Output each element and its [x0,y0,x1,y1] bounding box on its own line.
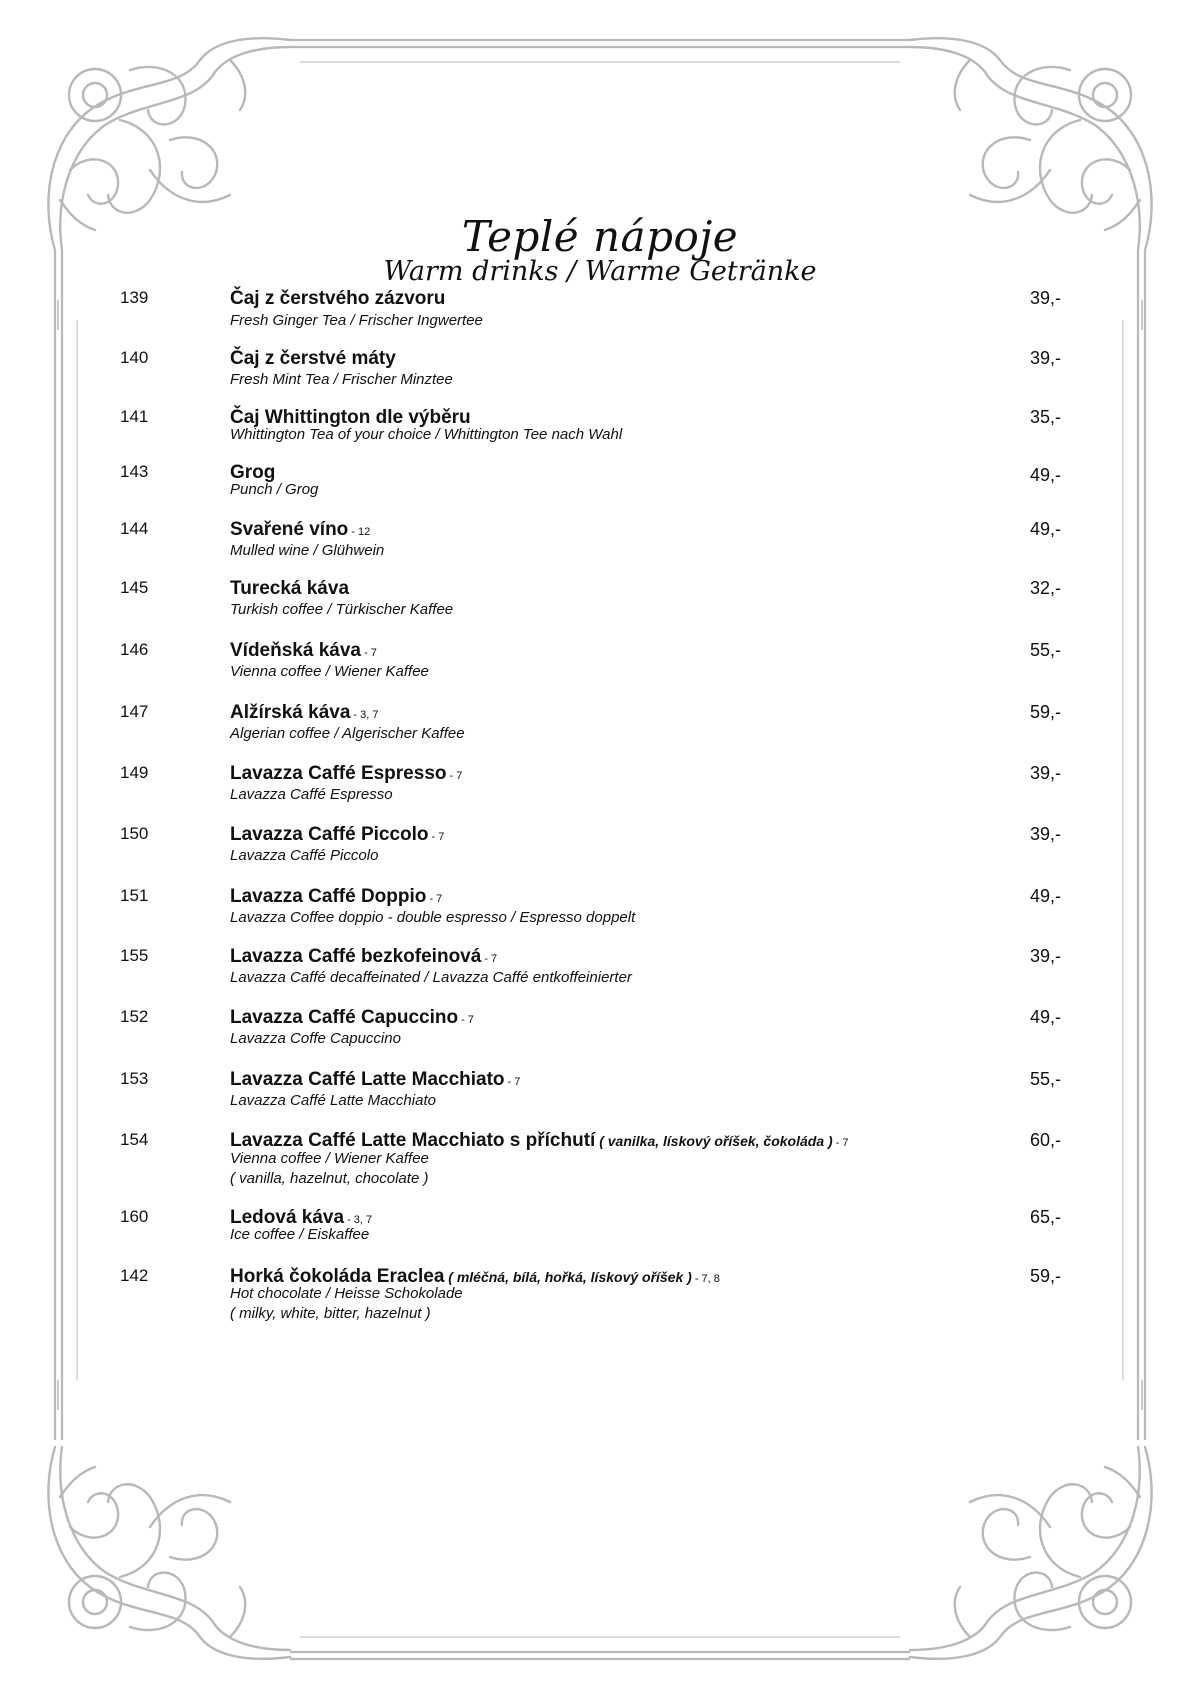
item-number: 150 [120,824,149,843]
item-name-text: Grog [230,462,276,483]
item-number: 141 [120,407,149,426]
item-price: 65,- [1030,1207,1062,1227]
item-name-text: Lavazza Caffé Doppio [230,886,427,907]
item-number: 140 [120,348,149,367]
item-number: 139 [120,288,149,307]
item-allergens: - 7 [507,1076,521,1088]
item-number: 155 [120,946,149,965]
item-flavours: ( mléčná, bílá, hořká, lískový oříšek ) [444,1269,692,1285]
item-description-extra: ( vanilla, hazelnut, chocolate ) [230,1170,429,1187]
item-name-text: Čaj Whittington dle výběru [230,407,471,428]
item-number: 152 [120,1007,149,1026]
item-name [230,1130,849,1152]
item-description: Algerian coffee / Algerischer Kaffee [230,725,465,742]
item-allergens: - 3, 7 [347,1214,373,1226]
item-name-text: Lavazza Caffé Espresso [230,763,447,784]
item-price: 49,- [1030,886,1062,906]
page-title: Teplé nápoje [461,212,739,261]
item-name-text: Svařené víno [230,519,349,540]
item-description: Hot chocolate / Heisse Schokolade [230,1285,463,1302]
item-name-text: Lavazza Caffé Latte Macchiato [230,1069,505,1090]
item-number: 144 [120,519,149,538]
item-name-text: Čaj z čerstvé máty [230,348,396,369]
item-number: 147 [120,702,149,721]
item-number: 154 [120,1130,149,1149]
item-name [230,886,442,908]
item-name [230,578,349,600]
item-name-text: Vídeňská káva [230,640,361,661]
item-name [230,946,497,968]
item-price: 39,- [1030,288,1062,308]
item-allergens: - 7 [484,953,498,965]
item-name-text: Turecká káva [230,578,350,599]
item-name [230,640,377,662]
item-allergens: - 3, 7 [353,709,379,721]
item-price: 39,- [1030,763,1062,783]
item-price: 55,- [1030,640,1062,660]
item-name-text: Čaj z čerstvého zázvoru [230,288,446,309]
item-price: 59,- [1030,702,1062,722]
item-description: Mulled wine / Glühwein [230,542,385,559]
item-number: 153 [120,1069,149,1088]
item-description: Lavazza Coffee doppio - double espresso / Espresso doppelt [230,909,636,926]
item-name-text: Alžírská káva [230,702,351,723]
item-price: 39,- [1030,348,1062,368]
item-allergens: - 7 [449,770,463,782]
item-allergens: - 7 [835,1137,849,1149]
item-price: 39,- [1030,946,1062,966]
item-description: Lavazza Caffé Latte Macchiato [230,1092,436,1109]
item-description: Whittington Tea of your choice / Whittington Tee nach Wahl [230,426,623,443]
item-name [230,763,462,785]
item-description: Vienna coffee / Wiener Kaffee [230,1150,429,1167]
item-price: 49,- [1030,1007,1062,1027]
item-number: 151 [120,886,149,905]
item-number: 149 [120,763,149,782]
item-name [230,702,379,724]
item-allergens: - 7, 8 [694,1273,720,1285]
item-price: 32,- [1030,578,1062,598]
item-description-extra: ( milky, white, bitter, hazelnut ) [230,1305,431,1322]
item-number: 142 [120,1266,149,1285]
item-description: Lavazza Coffe Capuccino [230,1030,401,1047]
item-name [230,1007,474,1029]
item-name [230,824,444,846]
item-allergens: - 12 [351,526,371,538]
item-name-text: Lavazza Caffé bezkofeinová [230,946,482,967]
item-description: Lavazza Caffé Piccolo [230,847,379,864]
item-price: 39,- [1030,824,1062,844]
item-allergens: - 7 [429,893,443,905]
item-allergens: - 7 [461,1014,474,1026]
item-description: Lavazza Caffé decaffeinated / Lavazza Caffé entkoffeinierter [230,969,632,986]
item-number: 143 [120,462,149,481]
item-name-text: Ledová káva [230,1207,345,1228]
item-name [230,1069,520,1091]
item-price: 55,- [1030,1069,1062,1089]
item-allergens: - 7 [363,647,377,659]
item-allergens: - 7 [431,831,445,843]
item-name-text: Lavazza Caffé Piccolo [230,824,429,845]
item-price: 59,- [1030,1266,1062,1286]
item-price: 35,- [1030,407,1062,427]
item-description: Turkish coffee / Türkischer Kaffee [230,601,454,618]
item-description: Punch / Grog [230,481,319,498]
item-name [230,348,396,370]
item-flavours: ( vanilka, lískový oříšek, čokoláda ) [595,1133,833,1149]
item-description: Fresh Mint Tea / Frischer Minztee [230,371,453,388]
item-description: Fresh Ginger Tea / Frischer Ingwertee [230,312,483,329]
item-name-text: Lavazza Caffé Latte Macchiato s příchutí [230,1130,596,1151]
item-description: Lavazza Caffé Espresso [230,786,393,803]
item-description: Vienna coffee / Wiener Kaffee [230,663,429,680]
item-name [230,519,370,541]
item-name-text: Horká čokoláda Eraclea [230,1266,445,1287]
item-name-text: Lavazza Caffé Capuccino [230,1007,459,1028]
item-number: 145 [120,578,149,597]
item-price: 60,- [1030,1130,1062,1150]
item-number: 146 [120,640,149,659]
item-number: 160 [120,1207,149,1226]
item-price: 49,- [1030,465,1062,485]
page-subtitle: Warm drinks / Warme Getränke [383,256,817,287]
item-description: Ice coffee / Eiskaffee [230,1226,370,1243]
item-name [230,288,445,310]
item-price: 49,- [1030,519,1062,539]
